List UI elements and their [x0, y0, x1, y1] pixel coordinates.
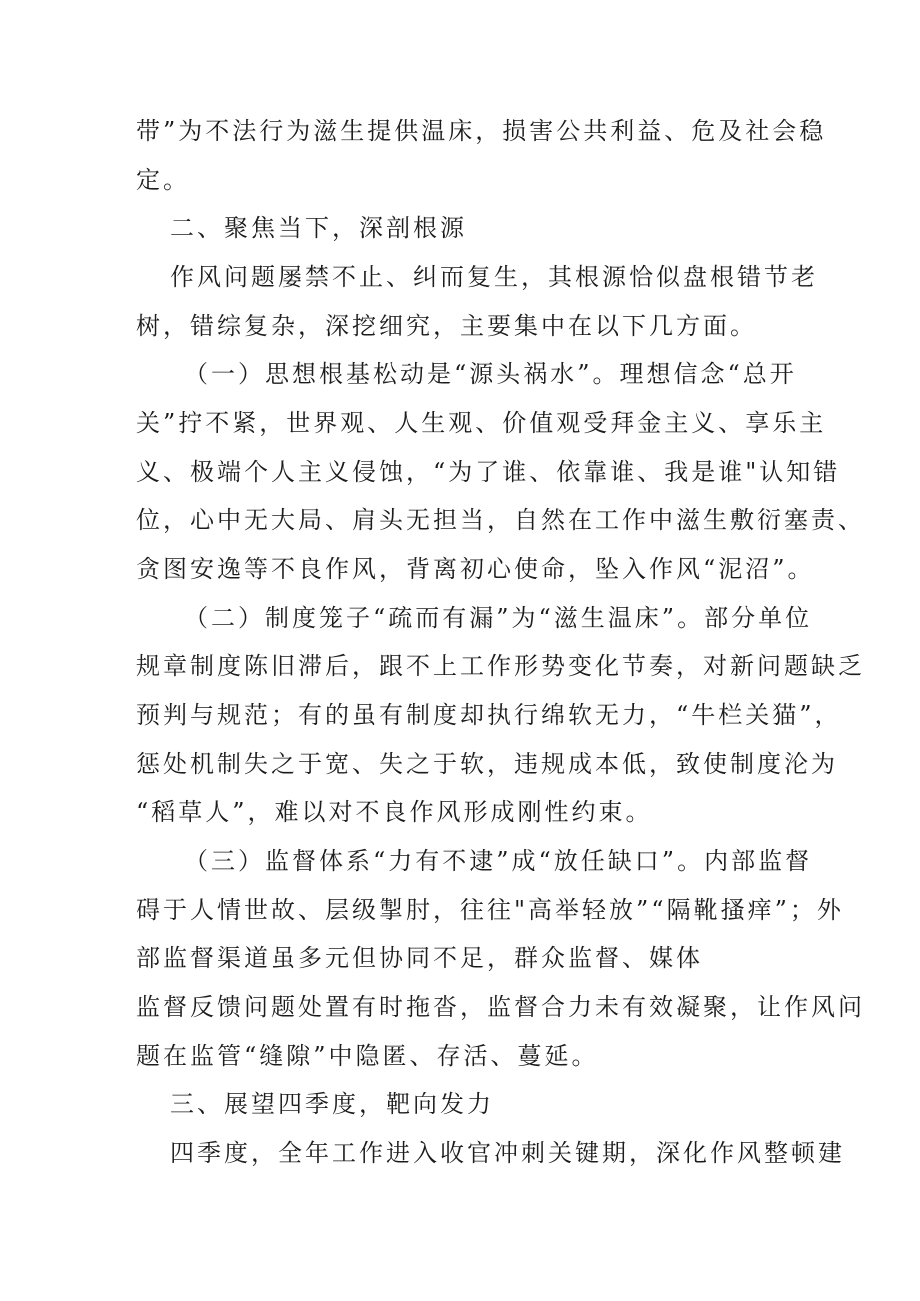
- text-line-1: 带”为不法行为滋生提供温床，损害公共利益、危及社会稳: [136, 117, 827, 145]
- subheading-1: （一）思想根基松动是“源头祸水”。理想信念“总开: [184, 360, 797, 388]
- text-line-15: “稻草人”，难以对不良作风形成刚性约束。: [136, 798, 653, 826]
- text-line-4: 作风问题屡禁不止、纠而复生，其根源恰似盘根错节老: [170, 263, 818, 291]
- section-heading-2: 二、聚焦当下，深剖根源: [170, 214, 467, 242]
- subheading-2: （二）制度笼子“疏而有漏”为“滋生温床”。部分单位: [184, 604, 813, 632]
- text-line-2: 定。: [136, 166, 190, 194]
- text-line-20: 题在监管“缝隙”中隐匿、存活、蔓延。: [136, 1042, 599, 1070]
- text-line-7: 关”拧不紧，世界观、人生观、价值观受拜金主义、享乐主: [136, 409, 827, 437]
- text-line-17: 碍于人情世故、层级掣肘，往往"高举轻放”“隔靴搔痒”；外: [136, 896, 844, 924]
- text-line-8: 义、极端个人主义侵蚀，“为了谁、依靠谁、我是谁"认知错: [136, 458, 841, 486]
- text-line-12: 规章制度陈旧滞后，跟不上工作形势变化节奏，对新问题缺乏: [136, 652, 865, 680]
- text-line-18: 部监督渠道虽多元但协同不足，群众监督、媒体: [136, 944, 703, 972]
- text-line-14: 惩处机制失之于宽、失之于软，违规成本低，致使制度沦为: [136, 750, 838, 778]
- text-line-9: 位，心中无大局、肩头无担当，自然在工作中滋生敷衍塞责、: [136, 506, 865, 534]
- subheading-3: （三）监督体系“力有不逮”成“放任缺口”。内部监督: [184, 847, 813, 875]
- text-line-10: 贪图安逸等不良作风，背离初心使命，坠入作风“泥沼”。: [136, 555, 815, 583]
- text-line-13: 预判与规范；有的虽有制度却执行绵软无力，“牛栏关猫”，: [136, 701, 842, 729]
- section-heading-3: 三、展望四季度，靶向发力: [170, 1090, 494, 1118]
- text-line-22: 四季度，全年工作进入收官冲刺关键期，深化作风整顿建: [170, 1139, 845, 1167]
- text-line-5: 树，错综复杂，深挖细究，主要集中在以下几方面。: [136, 312, 757, 340]
- text-line-19: 监督反馈问题处置有时拖沓，监督合力未有效凝聚，让作风问: [136, 993, 865, 1021]
